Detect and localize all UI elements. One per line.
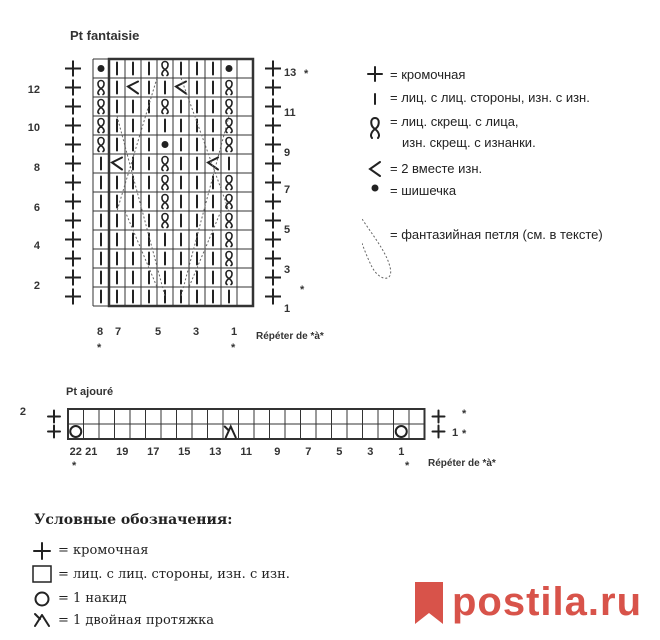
yarn-over-circle-icon [36,593,49,606]
edge-stitch-plus-icon [65,137,81,153]
chart1-row-label-9: 9 [284,147,291,159]
legend2-item-double-decrease: = 1 двойная протяжка [58,613,215,628]
chart1-col-label-7: 7 [114,326,122,338]
legend2-icons [30,540,56,630]
edge-stitch-plus-icon [265,232,281,248]
edge-stitch-plus-icon [265,213,281,229]
chart1-col-star-left: * [97,342,102,354]
edge-stitch-plus-icon [265,156,281,172]
edge-stitch-plus-icon [265,251,281,267]
double-decrease-icon [35,614,49,626]
edge-stitch-plus-icon [65,175,81,191]
chart2-col-label: 5 [336,446,343,458]
chart2-col-star-right: * [405,460,410,472]
twisted-loop-icon [162,214,168,228]
twisted-loop-icon [226,271,232,285]
chart2-col-label: 11 [240,446,253,458]
twisted-loop-icon [226,252,232,266]
chart1-row-label-11: 11 [284,107,296,119]
k2tog-purl-icon [128,82,138,94]
yarn-over-circle-icon [396,426,407,437]
edge-stitch-plus-icon [65,213,81,229]
bobble-dot-icon [226,65,233,72]
edge-stitch-plus-icon [65,61,81,77]
chart1-repeat-star-bottom: * [300,284,305,296]
chart2-col-label: 17 [147,446,160,458]
edge-stitch-plus-icon [265,175,281,191]
chart2-col-label: 21 [85,446,98,458]
chart2-repeat-star-top: * [462,408,467,420]
chart1-row-label-5: 5 [284,224,291,236]
twisted-loop-icon [98,119,104,133]
twisted-loop-icon [98,81,104,95]
k2tog-purl-icon [370,162,380,176]
chart1-col-label-1: 1 [230,326,238,338]
chart2-repeat-label: Répéter de *à* [428,458,496,469]
chart1-grid [40,55,360,325]
chart2-col-label: 3 [367,446,374,458]
chart1-row-label-1: 1 [284,303,291,315]
twisted-loop-icon [226,81,232,95]
fancy-loop-dashed-icon [362,190,391,278]
chart1-row-label-12: 12 [27,84,40,96]
chart2-col-star-left: * [72,460,77,472]
legend2-title: Условные обозначения: [34,512,233,528]
twisted-loop-icon [162,62,168,76]
chart1-title: Pt fantaisie [70,28,140,43]
legend1-item-bobble: = шишечка [390,183,457,198]
chart2-col-label: 19 [116,446,129,458]
chart1-col-label-3: 3 [192,326,200,338]
bobble-dot-icon [162,141,169,148]
edge-stitch-plus-icon [48,411,60,423]
edge-stitch-plus-icon [265,61,281,77]
edge-stitch-plus-icon [65,156,81,172]
chart1-row-label-10: 10 [27,122,40,134]
chart1-row-label-3: 3 [284,264,291,276]
edge-stitch-plus-icon [265,80,281,96]
legend1-item-twisted-2: изн. скрещ. с изнанки. [402,135,536,150]
chart1-row-label-8: 8 [33,162,40,174]
chart1-row-label-6: 6 [33,202,40,214]
bobble-dot-icon [98,65,105,72]
edge-stitch-plus-icon [65,251,81,267]
yarn-over-circle-icon [70,426,81,437]
chart2-grid [20,402,490,448]
chart2-col-label: 15 [178,446,191,458]
legend1-item-k2tog: = 2 вместе изн. [390,161,483,176]
double-decrease-icon [225,427,236,438]
edge-stitch-plus-icon [265,289,281,305]
empty-square-icon [33,566,51,582]
chart1-col-star-right: * [231,342,236,354]
chart1-row-label-4: 4 [33,240,40,252]
edge-stitch-plus-icon [65,194,81,210]
chart1-row-label-7: 7 [284,184,291,196]
watermark-logo-icon [412,582,446,628]
chart2-title: Pt ajouré [66,386,114,398]
legend1-item-fancy-loop: = фантазийная петля (см. в тексте) [390,227,603,242]
legend1-item-knit: = лиц. с лиц. стороны, изн. с изн. [390,90,590,105]
edge-stitch-plus-icon [433,426,445,438]
edge-stitch-plus-icon [65,118,81,134]
edge-stitch-plus-icon [265,118,281,134]
twisted-loop-icon [226,100,232,114]
legend1-item-twisted: = лиц. скрещ. с лица, [390,114,519,129]
legend1-icons [362,62,392,292]
edge-stitch-plus-icon [433,411,445,423]
chart2-row-label-2: 2 [19,406,26,418]
edge-stitch-plus-icon [65,80,81,96]
twisted-loop-icon [98,138,104,152]
legend2-item-knit: = лиц. с лиц. стороны, изн. с изн. [58,567,290,582]
twisted-loop-icon [371,118,379,138]
edge-stitch-plus-icon [265,137,281,153]
twisted-loop-icon [226,176,232,190]
chart1-repeat-label: Répéter de *à* [256,331,324,342]
edge-stitch-plus-icon [265,270,281,286]
chart2-repeat-star-bottom: * [462,428,467,440]
chart1-row-label-2: 2 [33,280,40,292]
twisted-loop-icon [98,100,104,114]
chart2-col-label: 1 [398,446,405,458]
edge-stitch-plus-icon [265,99,281,115]
twisted-loop-icon [226,233,232,247]
bobble-dot-icon [372,185,379,192]
edge-stitch-plus-icon [65,232,81,248]
legend2-item-yarn-over: = 1 накид [58,591,127,606]
twisted-loop-icon [162,157,168,171]
edge-stitch-plus-icon [65,99,81,115]
k2tog-purl-icon [176,82,186,94]
watermark-text: postila.ru [452,580,643,624]
chart2-col-label: 13 [209,446,222,458]
edge-stitch-plus-icon [65,289,81,305]
chart1-col-label-5: 5 [154,326,162,338]
twisted-loop-icon [226,138,232,152]
chart1-col-label-8: 8 [96,326,104,338]
twisted-loop-icon [226,214,232,228]
chart2-col-label: 9 [274,446,281,458]
edge-stitch-plus-icon [368,67,382,81]
chart1-repeat-star-top: * [304,68,309,80]
chart2-row-label-1: 1 [452,427,459,439]
edge-stitch-plus-icon [65,270,81,286]
twisted-loop-icon [162,176,168,190]
legend1-item-edge: = кромочная [390,67,466,82]
k2tog-purl-icon [112,158,122,170]
legend2-item-edge: = кромочная [58,543,149,558]
chart2-col-label: 7 [305,446,312,458]
chart2-col-label: 22 [69,446,82,458]
chart1-row-label-13: 13 [284,67,297,79]
edge-stitch-plus-icon [34,543,50,559]
edge-stitch-plus-icon [265,194,281,210]
edge-stitch-plus-icon [48,426,60,438]
twisted-loop-icon [162,100,168,114]
twisted-loop-icon [162,195,168,209]
